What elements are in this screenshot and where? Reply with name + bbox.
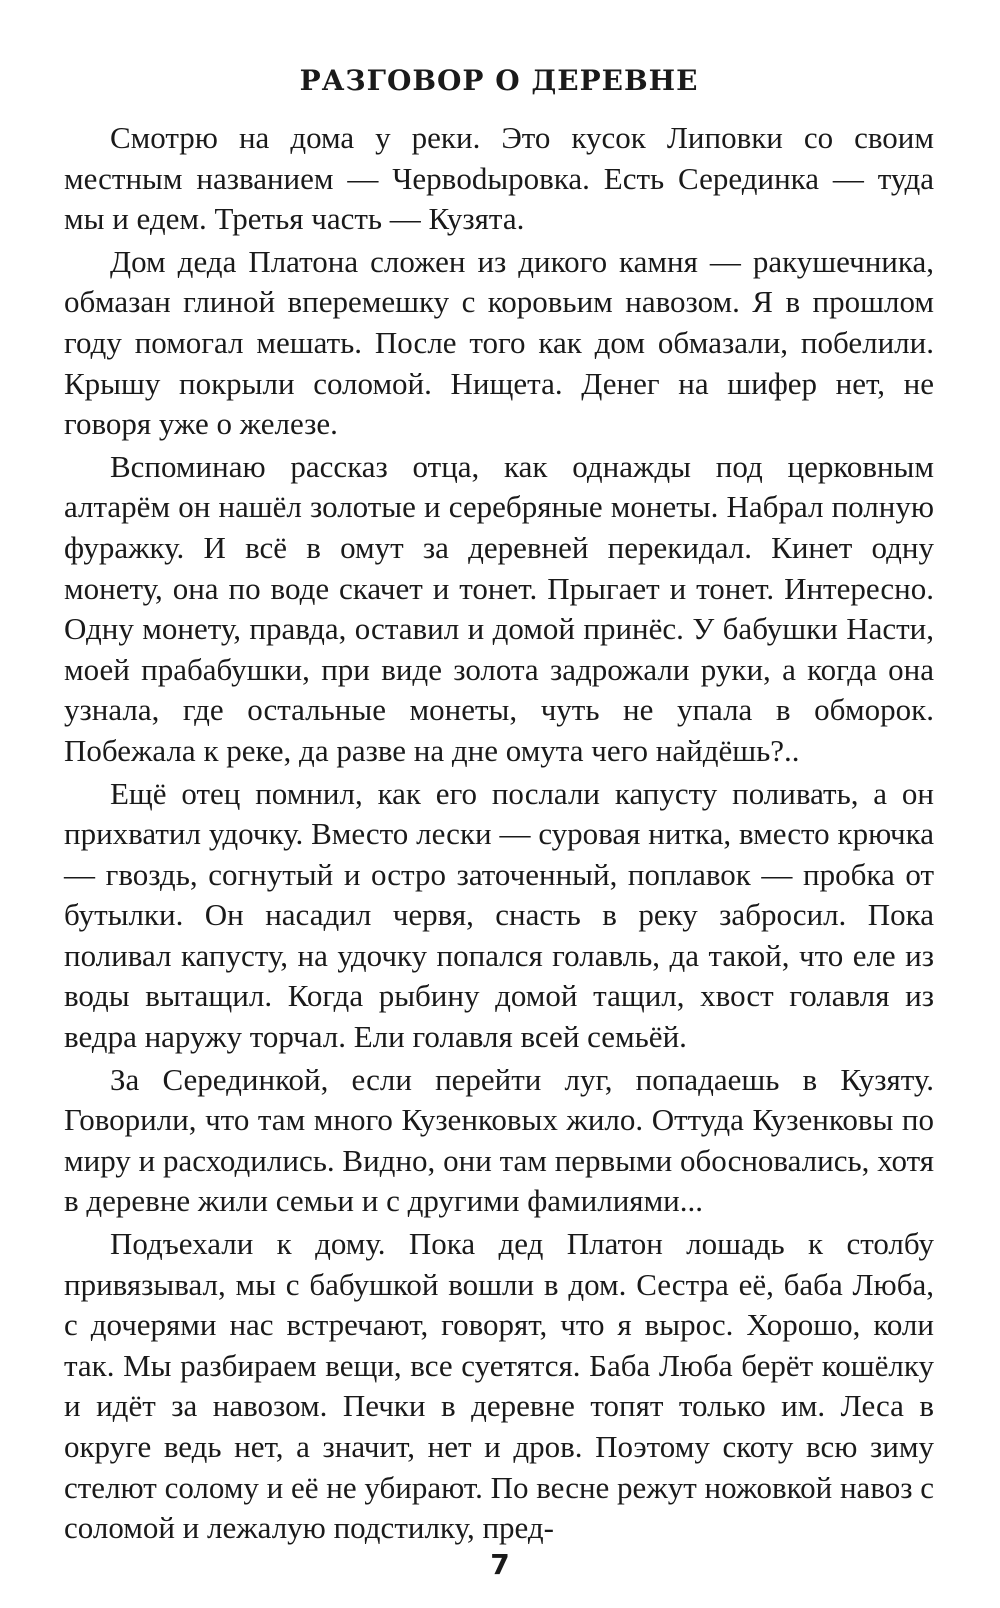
- chapter-title: РАЗГОВОР О ДЕРЕВНЕ: [299, 64, 699, 97]
- paragraph-4: Ещё отец помнил, как его послали капусту поливать, а он прихватил удочку. Вместо лески — суровая нитка, вместо крючка — гвоздь, согнутый и остро заточенный, поплавок — пробка от бутылки. Он насадил червя, снасть в реку забросил. Пока поливал капусту, на удочку попался голавль, да такой, что еле из воды вытащил. Когда рыбину домой тащил, хвост голавля из ведра наружу торчал. Ели голавля всей семьёй.: [64, 775, 934, 1055]
- paragraph-1: Смотрю на дома у реки. Это кусок Липовки со своим местным названием — Червodыровка. Есть Серединка — туда мы и едем. Третья часть — Кузята.: [64, 120, 934, 237]
- book-page: [64, 58, 934, 1551]
- paragraph-3: Вспоминаю рассказ отца, как однажды под церковным алтарём он нашёл золотые и серебряные монеты. Набрал полную фуражку. И всё в омут за деревней перекидал. Кинет одну монету, она по воде скачет и тонет. Прыгает и тонет. Интересно. Одну монету, правда, оставил и домой принёс. У бабушки Насти, моей прабабушки, при виде золота задрожали руки, а когда она узнала, где остальные монеты, чуть не упала в обморок. Побежала к реке, да разве на дне омута чего найдёшь?..: [64, 448, 934, 768]
- paragraph-5: За Серединкой, если перейти луг, попадаешь в Кузяту. Говорили, что там много Кузенковых жило. Оттуда Кузенковы по миру и расходились. Видно, они там первыми обосновались, хотя в деревне жили семьи и с другими фамилиями...: [64, 1061, 934, 1219]
- page-number: 7: [490, 1548, 510, 1581]
- paragraph-6: Подъехали к дому. Пока дед Платон лошадь к столбу привязывал, мы с бабушкой вошли в дом. Сестра её, баба Люба, с дочерями нас встречают, говорят, что я вырос. Хорошо, коли так. Мы разбираем вещи, все суетятся. Баба Люба берёт кошёлку и идёт за навозом. Печки в деревне топят только им. Леса в округе ведь нет, а значит, нет и дров. Поэтому скоту всю зиму стелют солому и её не убирают. По весне режут ножовкой навоз с соломой и лежалую подстилку, пред-: [64, 1226, 934, 1546]
- paragraph-2: Дом деда Платона сложен из дикого камня — ракушечника, обмазан глиной вперемешку с коровьим навозом. Я в прошлом году помогал мешать. После того как дом обмазали, побелили. Крышу покрыли соломой. Нищета. Денег на шифер нет, не говоря уже о железе.: [64, 243, 934, 442]
